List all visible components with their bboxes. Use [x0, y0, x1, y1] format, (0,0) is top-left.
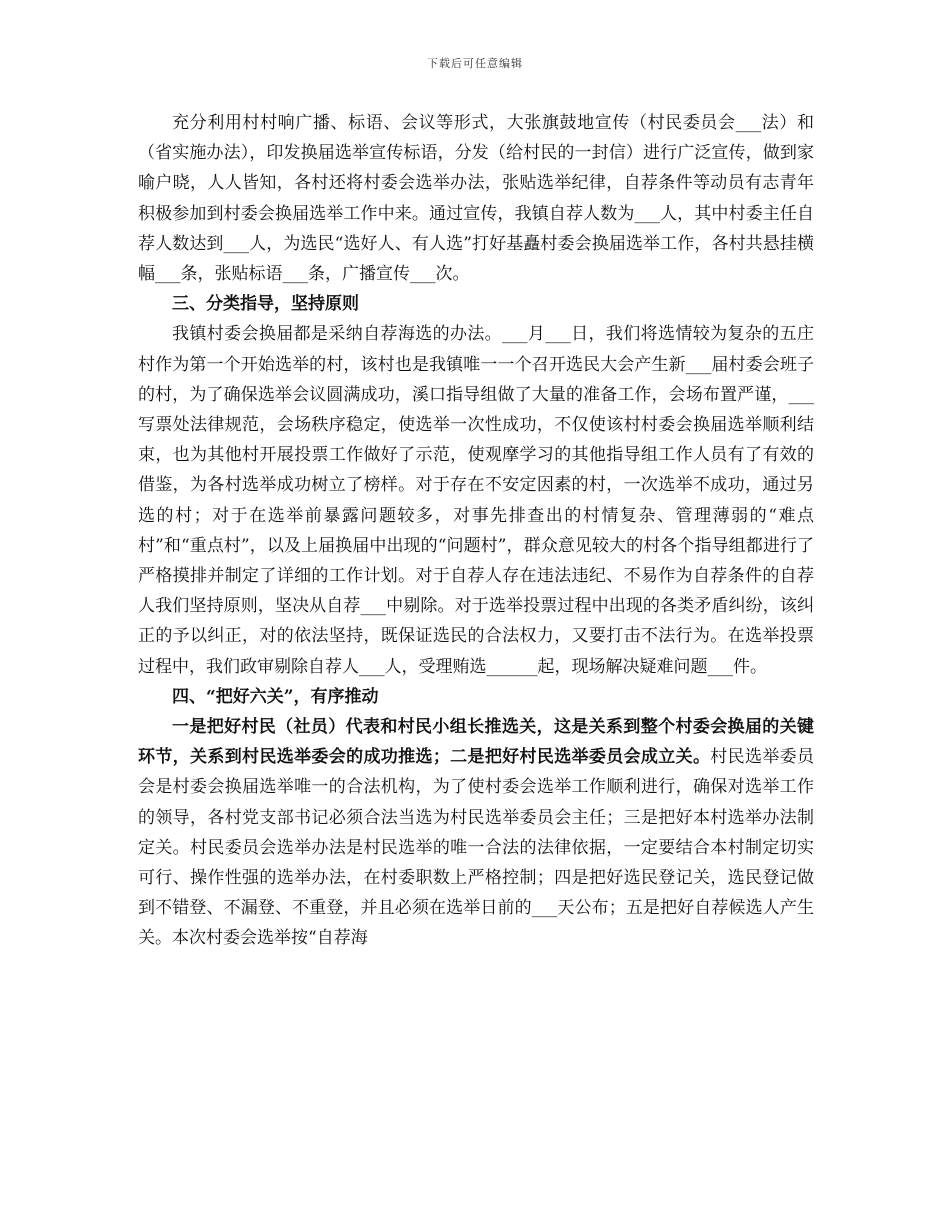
paragraph-bold-lead: 一是把好村民（社员）代表和村民小组长推选关，这是关系到整个村委会换届的关键环节，关系到村民选举委会的成功推选；二是把好村民选举委员会成立关。 [138, 717, 814, 768]
paragraph-publicity: 充分利用村村响广播、标语、会议等形式，大张旗鼓地宣传（村民委员会___法）和（省实施办法），印发换届选举宣传标语，分发（给村民的一封信）进行广泛宣传，做到家喻户晓，人人皆知，各村还将村委会选举办法，张贴选举纪律，自荐条件等动员有志青年积极参加到村委会换届选举工作中来。通过宣传，我镇自荐人数为___人，其中村委主任自荐人数达到___人，为选民“选好人、有人选”打好基矗村委会换届选举工作，各村共悬挂横幅___条，张贴标语___条，广播宣传___次。 [138, 113, 814, 285]
paragraph-classified-guidance: 我镇村委会换届都是采纳自荐海选的办法。___月___日，我们将选情较为复杂的五庄村作为第一个开始选举的村，该村也是我镇唯一一个召开选民大会产生新___届村委会班子的村，为了确保选举会议圆满成功，溪口指导组做了大量的准备工作，会场布置严谨，___写票处法律规范，会场秩序稳定，使选举一次性成功，不仅使该村村委会换届选举顺利结束，也为其他村开展投票工作做好了示范，使观摩学习的其他指导组工作人员有了有效的借鉴，为各村选举成功树立了榜样。对于存在不安定因素的村，一次选举不成功，通过另选的村；对于在选举前暴露问题较多，对事先排查出的村情复杂、管理薄弱的“难点村”和“重点村”，以及上届换届中出现的“问题村”，群众意见较大的村各个指导组都进行了严格摸排并制定了详细的工作计划。对于自荐人存在违法违纪、不易作为自荐条件的自荐人我们坚持原则，坚决从自荐___中剔除。对于选举投票过程中出现的各类矛盾纠纷，该纠正的予以纠正，对的依法坚持，既保证选民的合法权力，又要打击不法行为。在选举投票过程中，我们政审剔除自荐人___人，受理贿选______起，现场解决疑难问题___件。 [138, 324, 814, 677]
document-body [138, 108, 814, 954]
paragraph-continuation: 村民选举委员会是村委会换届选举唯一的合法机构，为了使村委会选举工作顺利进行，确保对选举工作的领导，各村党支部书记必须合法当选为村民选举委员会主任；三是把好本村选举办法制定关。村民委员会选举办法是村民选举的唯一合法的法律依据，一定要结合本村制定切实可行、操作性强的选举办法，在村委职数上严格控制；四是把好选民登记关，选民登记做到不错登、不漏登、不重登，并且必须在选举日前的___天公布；五是把好自荐候选人产生关。本次村委会选举按“自荐海 [138, 747, 815, 949]
section-heading-4: 四、“把好六关”，有序推动 [172, 686, 379, 707]
section-heading-3: 三、分类指导，坚持原则 [172, 294, 359, 315]
page-header-note: 下载后可任意编辑 [427, 57, 523, 70]
paragraph-six-checkpoints [138, 712, 814, 954]
